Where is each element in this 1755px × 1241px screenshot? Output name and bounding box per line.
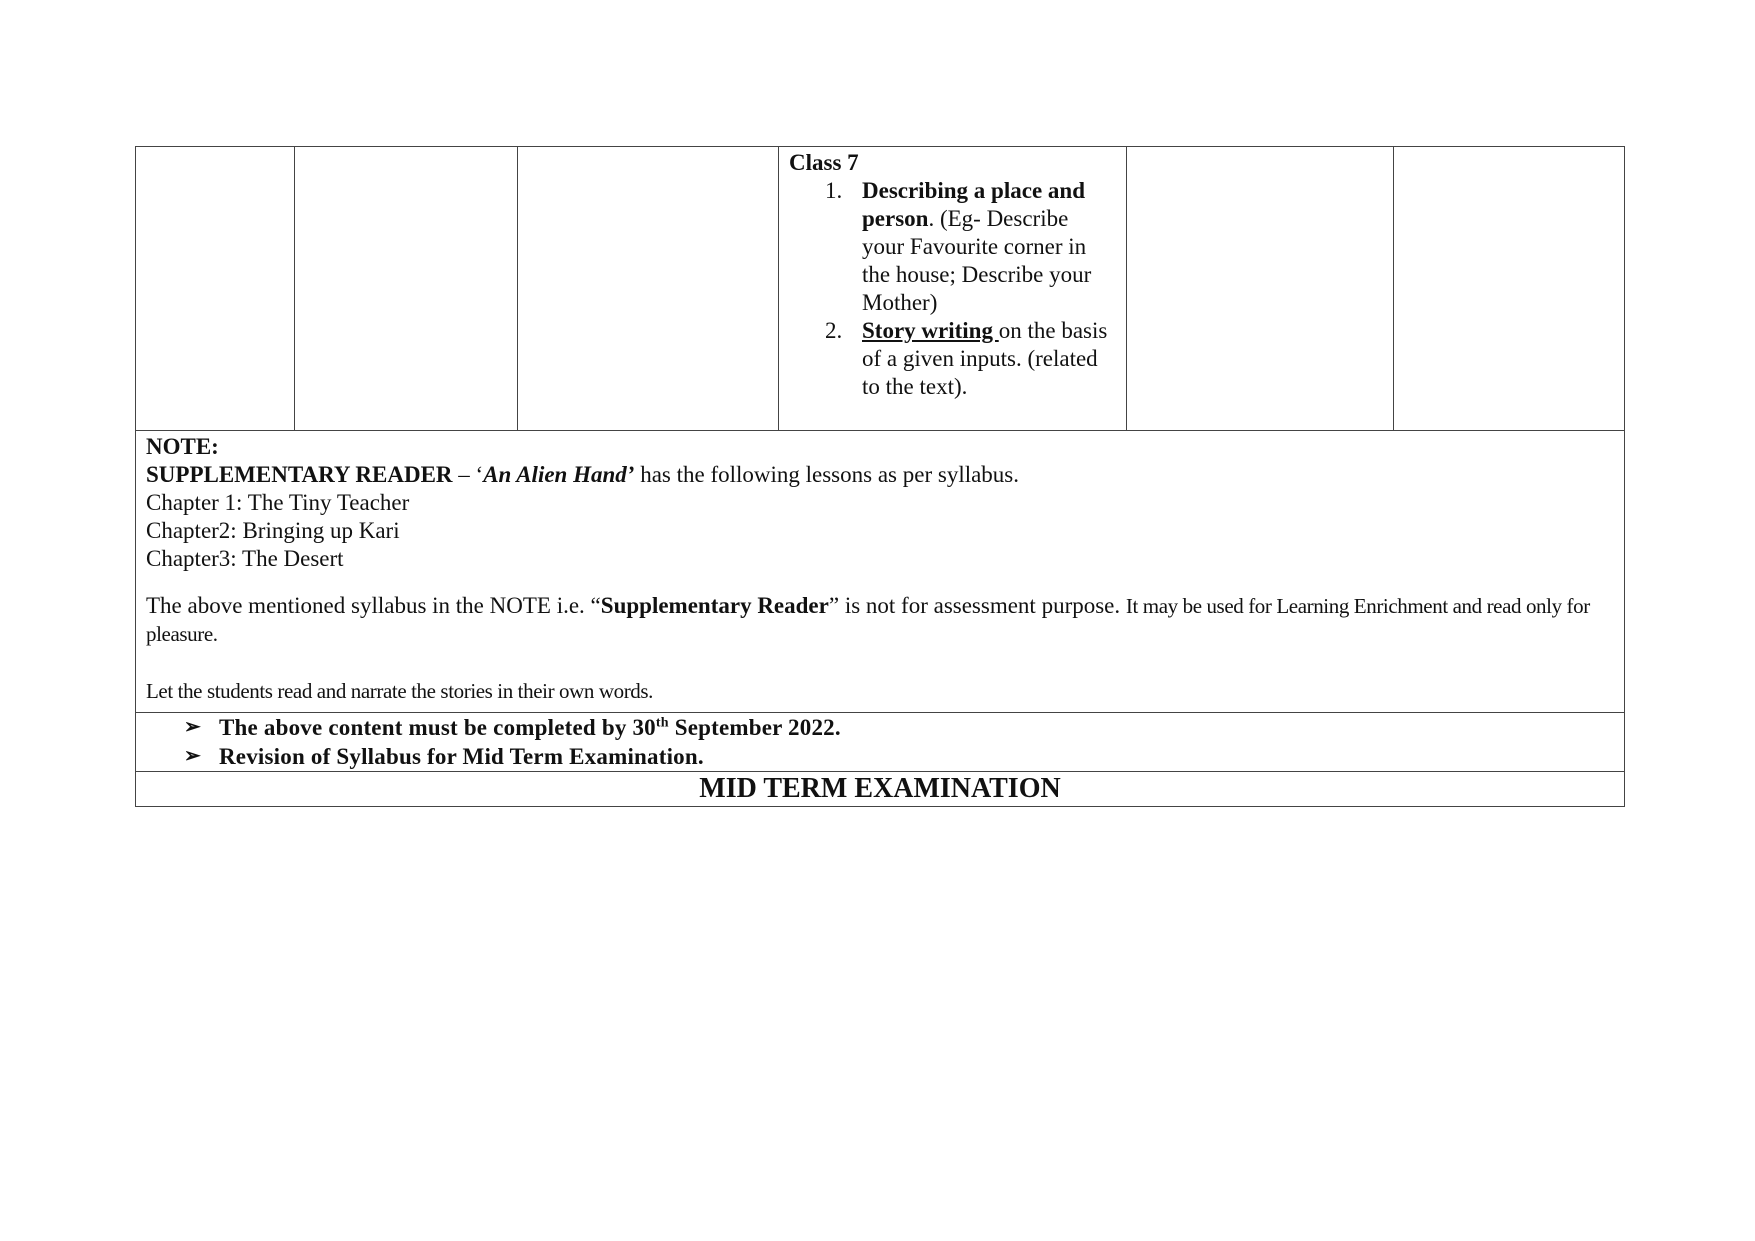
task-heading: Describing a place and person [862, 178, 1085, 231]
note-row [136, 431, 1625, 713]
table-row [136, 147, 1625, 431]
bullet-item [136, 713, 1624, 742]
chapter-line: Chapter2: Bringing up Kari [146, 518, 400, 543]
bullet-text: September 2022. [668, 715, 841, 740]
list-item [789, 317, 1116, 401]
note-cell [136, 431, 1625, 713]
task-description: . (Eg- Describe your Favourite corner in the house; Describe your Mother) [862, 206, 1092, 315]
book-title: An Alien Hand’ [483, 462, 635, 487]
list-number: 2. [825, 318, 843, 343]
para-start: The above mentioned syllabus in the NOTE i.e. “ [146, 593, 601, 618]
bullets-cell [136, 713, 1625, 772]
para-bold: Supplementary Reader [600, 593, 829, 618]
arrow-bullet-icon: ➢ [184, 745, 201, 767]
exam-heading: MID TERM EXAMINATION [136, 772, 1625, 807]
supplementary-rest: has the following lessons as per syllabus. [634, 462, 1020, 487]
para-mid: ” is not for assessment purpose. [828, 593, 1126, 618]
chapter-line: Chapter3: The Desert [146, 546, 344, 571]
narrate-line: Let the students read and narrate the stories in their own words. [146, 679, 654, 703]
bullet-text: The above content must be completed by 30 [219, 715, 656, 740]
syllabus-table [135, 146, 1625, 807]
note-label: NOTE: [146, 434, 219, 459]
writing-tasks-list [789, 177, 1116, 401]
supplementary-label: SUPPLEMENTARY READER [146, 462, 453, 487]
ordinal-suffix: th [655, 715, 669, 731]
bullets-row [136, 713, 1625, 772]
dash: – ‘ [452, 462, 484, 487]
para-end: It may be used for Learning Enrichment and read only for pleasure. [146, 594, 1590, 646]
list-number: 1. [825, 178, 843, 203]
chapter-line: Chapter 1: The Tiny Teacher [146, 490, 410, 515]
task-description: on the basis of a given inputs. (related to the text). [862, 318, 1108, 399]
exam-row [136, 772, 1625, 807]
bullet-item [136, 742, 1624, 771]
class-7-cell [779, 147, 1127, 431]
assessment-paragraph [146, 592, 1614, 648]
bullet-text: Revision of Syllabus for Mid Term Examination. [219, 744, 704, 769]
list-item [789, 177, 1116, 317]
empty-cell [136, 147, 295, 431]
task-heading: Story writing [862, 318, 999, 343]
supplementary-line [146, 461, 1614, 489]
empty-cell [1394, 147, 1625, 431]
class-title: Class 7 [789, 150, 859, 175]
empty-cell [1127, 147, 1394, 431]
empty-cell [295, 147, 518, 431]
arrow-bullet-icon: ➢ [184, 716, 201, 738]
empty-cell [518, 147, 779, 431]
